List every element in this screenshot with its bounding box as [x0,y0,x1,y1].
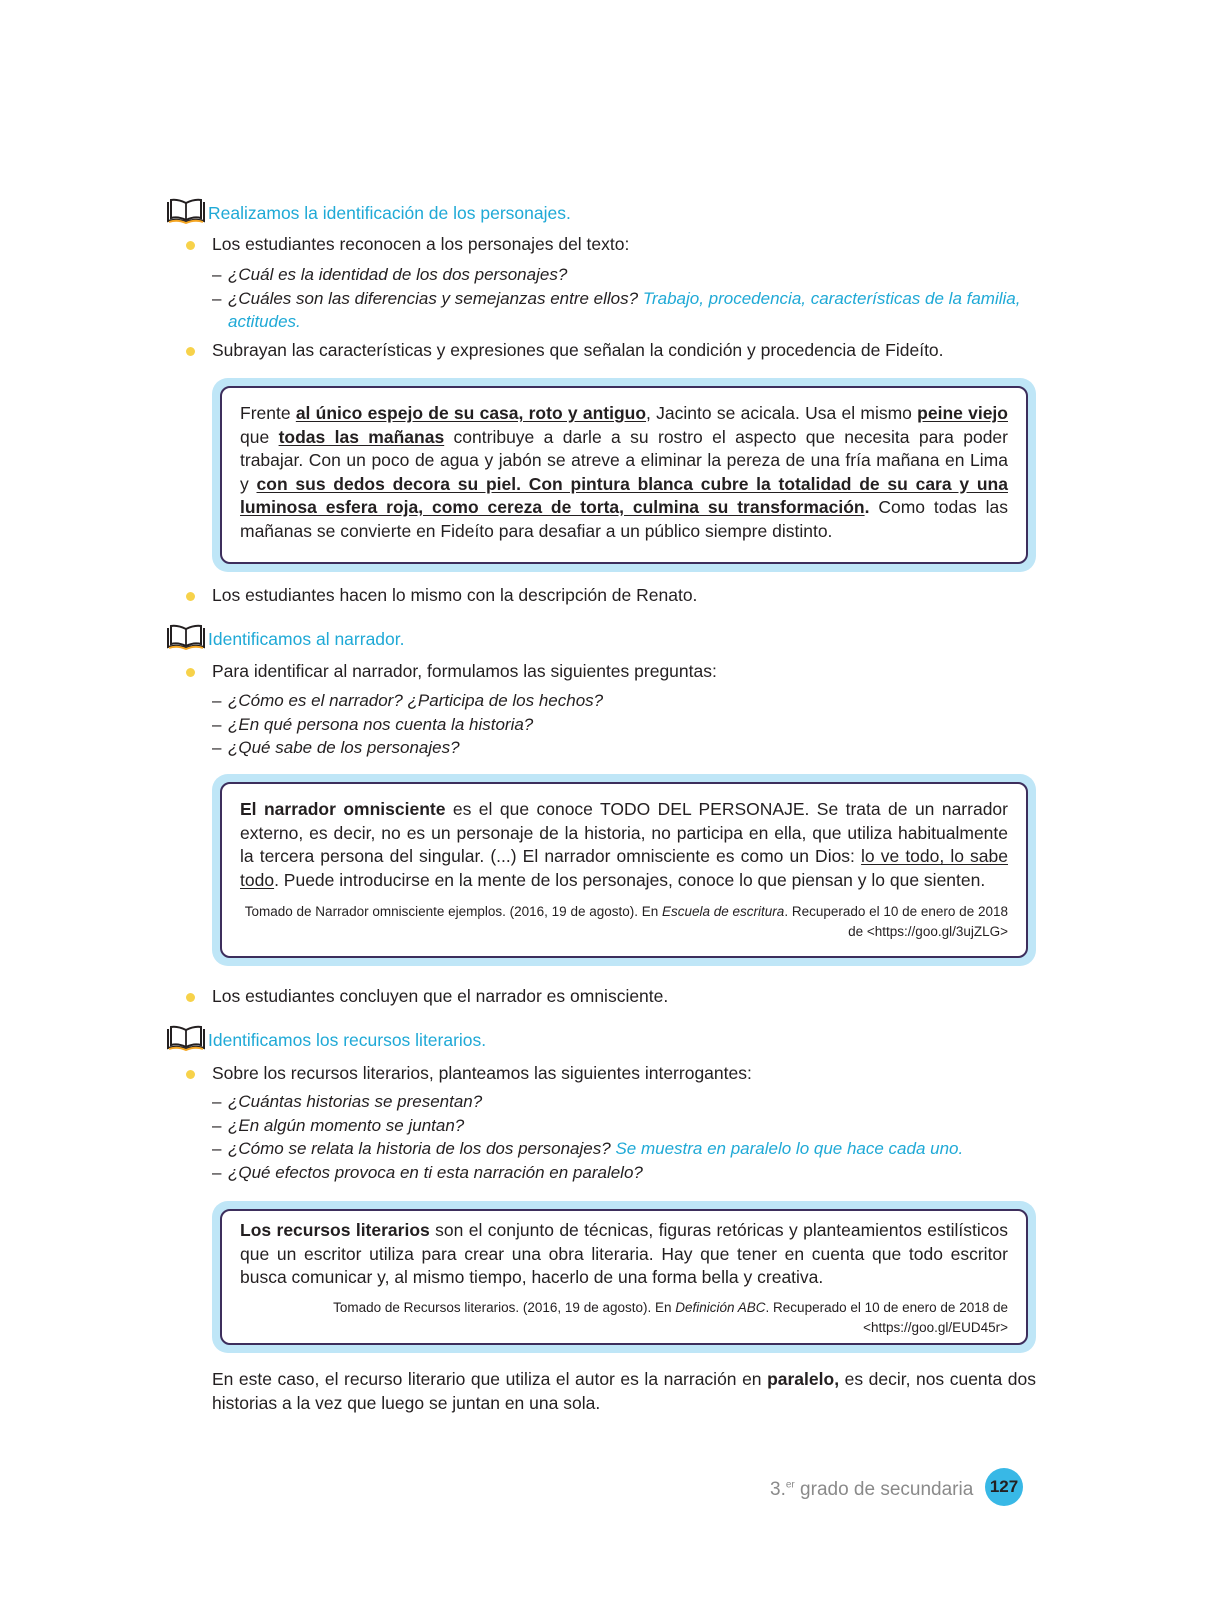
bullet-item [186,985,668,1008]
bullet-item [186,233,629,256]
question-item: – ¿Cuántas historias se presentan? [212,1092,483,1111]
citation-text: Tomado de Narrador omnisciente ejemplos. (2016, 19 de agosto). En Escuela de escritura. Recuperado el 10 de enero de 2018 de <https://goo.gl/3ujZLG> [244,904,1008,939]
question-item: – ¿En algún momento se juntan? [212,1116,465,1135]
bullet-text: Los estudiantes hacen lo mismo con la descripción de Renato. [212,585,698,605]
quote-text: Frente al único espejo de su casa, roto y antiguo, Jacinto se acicala. Usa el mismo peine viejo que todas las mañanas contribuye a darle a su rostro el aspecto que necesita para poder trabajar. Con un poco de agua y jabón se atreve a eliminar la pereza de una fría mañana en Lima y con sus dedos decora su piel. Con pintura blanca cubre la totalidad de su cara y una luminosa esfera roja, como cereza de torta, culmina su transformación. Como todas las mañanas se convierte en Fideíto para desafiar a un público siempre distinto. [240,403,1008,541]
answer-text: Trabajo, procedencia, características de la familia, actitudes. [228,289,1021,331]
book-icon [166,624,206,650]
page-number-badge: 127 [985,1468,1023,1506]
definition-text: Los recursos literarios son el conjunto de técnicas, figuras retóricas y planteamientos estilísticos que un escritor utiliza para crear una obra literaria. Hay que tener en cuenta que todo escritor busca comunicar y, al mismo tiempo, hacerlo de una forma bella y creativa. [240,1220,1008,1287]
bullet-text: Subrayan las características y expresiones que señalan la condición y procedencia de Fideíto. [212,340,944,360]
question-text: ¿Cómo es el narrador? ¿Participa de los hechos? [228,691,604,710]
section-heading-narrador [166,620,405,650]
answer-text: Se muestra en paralelo lo que hace cada uno. [615,1139,964,1158]
question-text: ¿Qué efectos provoca en ti esta narración en paralelo? [228,1163,643,1182]
question-item: – ¿Cómo se relata la historia de los dos personajes? Se muestra en paralelo lo que hace cada uno. [212,1139,964,1158]
question-item: – ¿Cuáles son las diferencias y semejanzas entre ellos? Trabajo, procedencia, características de la familia, actitudes. [212,289,1021,331]
question-text: ¿Cuál es la identidad de los dos personajes? [228,265,568,284]
heading-text: Identificamos los recursos literarios. [208,1030,487,1050]
book-icon [166,198,206,224]
definition-box-narrador [212,774,1036,966]
bullet-item [186,1062,752,1085]
bullet-dot [186,241,195,250]
question-item: – ¿En qué persona nos cuenta la historia? [212,715,534,734]
bullet-dot [186,668,195,677]
bullet-text: Sobre los recursos literarios, planteamos las siguientes interrogantes: [212,1063,752,1083]
question-text: ¿Cuáles son las diferencias y semejanzas entre ellos? [228,289,639,308]
bullet-text: Los estudiantes reconocen a los personajes del texto: [212,234,630,254]
question-text: ¿Cuántas historias se presentan? [228,1092,483,1111]
definition-text: El narrador omnisciente es el que conoce TODO DEL PERSONAJE. Se trata de un narrador externo, es decir, no es un personaje de la historia, no participa en ella, que utiliza habitualmente la tercera persona del singular. (...) El narrador omnisciente es como un Dios: lo ve todo, lo sabe todo. Puede introducirse en la mente de los personajes, conoce lo que piensan y lo que sienten. [240,799,1009,890]
bullet-dot [186,592,195,601]
question-item: – ¿Qué sabe de los personajes? [212,738,460,757]
question-text: ¿En algún momento se juntan? [228,1116,465,1135]
section-heading-personajes [166,194,571,224]
section-heading-recursos [166,1021,486,1051]
bullet-dot [186,347,195,356]
question-item: – ¿Qué efectos provoca en ti esta narración en paralelo? [212,1163,643,1182]
grade-label: 3.$^{er}$ grado de secundaria [770,1479,974,1500]
bullet-item [186,339,944,362]
question-item: – ¿Cuál es la identidad de los dos personajes? [212,265,568,284]
bullet-dot [186,1070,195,1079]
bullet-text: Los estudiantes concluyen que el narrador es omnisciente. [212,986,669,1006]
heading-text: Realizamos la identificación de los personajes. [208,203,571,223]
bullet-dot [186,993,195,1002]
question-text: ¿Cómo se relata la historia de los dos personajes? [228,1139,611,1158]
bullet-text: Para identificar al narrador, formulamos las siguientes preguntas: [212,661,717,681]
heading-text: Identificamos al narrador. [208,629,405,649]
bullet-item [186,660,717,683]
quote-box-fideito [212,378,1036,572]
book-icon [166,1025,206,1051]
definition-box-recursos [212,1201,1036,1353]
question-text: ¿Qué sabe de los personajes? [228,738,460,757]
citation-text: Tomado de Recursos literarios. (2016, 19 de agosto). En Definición ABC. Recuperado el 10 de enero de 2018 de <https://goo.gl/EUD45r> [333,1299,1008,1335]
closing-paragraph: En este caso, el recurso literario que utiliza el autor es la narración en paralelo, es decir, nos cuenta dos historias a la vez que luego se juntan en una sola. [212,1369,1036,1413]
bullet-item [186,584,697,607]
question-text: ¿En qué persona nos cuenta la historia? [228,715,534,734]
question-item: – ¿Cómo es el narrador? ¿Participa de los hechos? [212,691,604,710]
